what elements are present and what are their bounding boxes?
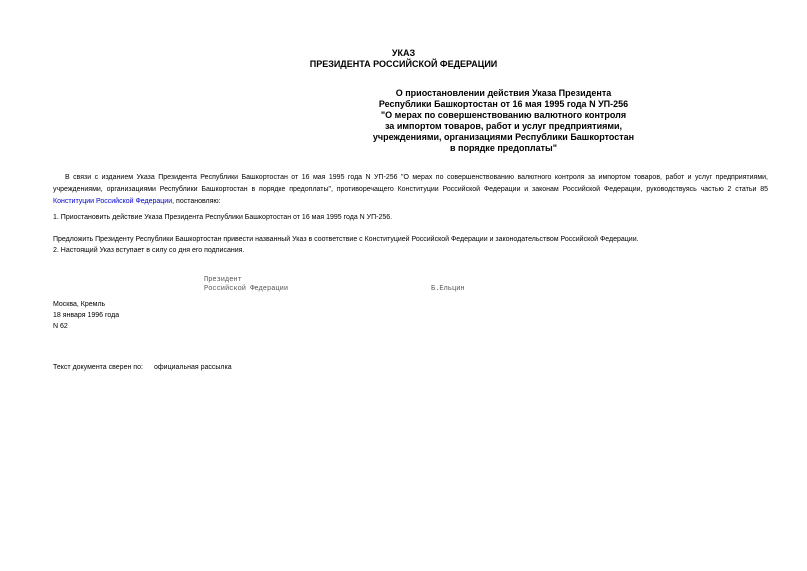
verified-value: официальная рассылка — [154, 364, 232, 371]
subtitle-line: учреждениями, организациями Республики Башкортостан — [372, 132, 635, 142]
intro-paragraph — [53, 172, 768, 208]
subtitle-line: "О мерах по совершенствованию валютного контроля — [380, 110, 627, 120]
intro-text: В связи с изданием Указа Президента Республики Башкортостан от 16 мая 1995 года N УП-256 "О мерах по совершенствованию валютного контроля за импортом товаров, работ и услуг предприятиями, учреждениями, организациями Республики Башкортостан в порядке предоплаты", противоречащего Конституции Российской Федерации и законам Российской Федерации, руководствуясь частью 2 статьи 85 — [53, 174, 768, 193]
signing-date: 18 января 1996 года — [53, 312, 120, 319]
subtitle-line: Республики Башкортостан от 16 мая 1995 года N УП-256 — [378, 99, 629, 109]
decree-title: УКАЗ — [391, 48, 416, 58]
decree-subtitle — [200, 88, 807, 154]
subtitle-line: в порядке предоплаты" — [450, 143, 557, 153]
decree-number: N 62 — [53, 323, 68, 330]
signature-name: Б.Ельцин — [431, 285, 465, 293]
proposal-paragraph: Предложить Президенту Республики Башкортостан привести названный Указ в соответствие с Конституцией Российской Федерации и законодательством Российской Федерации. — [53, 236, 639, 243]
item-1: 1. Приостановить действие Указа Президента Республики Башкортостан от 16 мая 1995 года N УП-256. — [53, 214, 393, 221]
signature-role-line1: Президент — [204, 276, 242, 284]
item-2: 2. Настоящий Указ вступает в силу со дня его подписания. — [53, 247, 245, 254]
subtitle-line: за импортом товаров, работ и услуг предприятиями, — [384, 121, 623, 131]
decree-issuer: ПРЕЗИДЕНТА РОССИЙСКОЙ ФЕДЕРАЦИИ — [309, 59, 498, 69]
verified-label: Текст документа сверен по: — [53, 364, 143, 371]
signing-place: Москва, Кремль — [53, 301, 106, 308]
constitution-link[interactable]: Конституции Российской Федерации — [53, 198, 173, 205]
signature-role-line2: Российской Федерации — [204, 285, 289, 293]
intro-tail: , постановляю: — [172, 198, 221, 205]
subtitle-line: О приостановлении действия Указа Президента — [395, 88, 612, 98]
